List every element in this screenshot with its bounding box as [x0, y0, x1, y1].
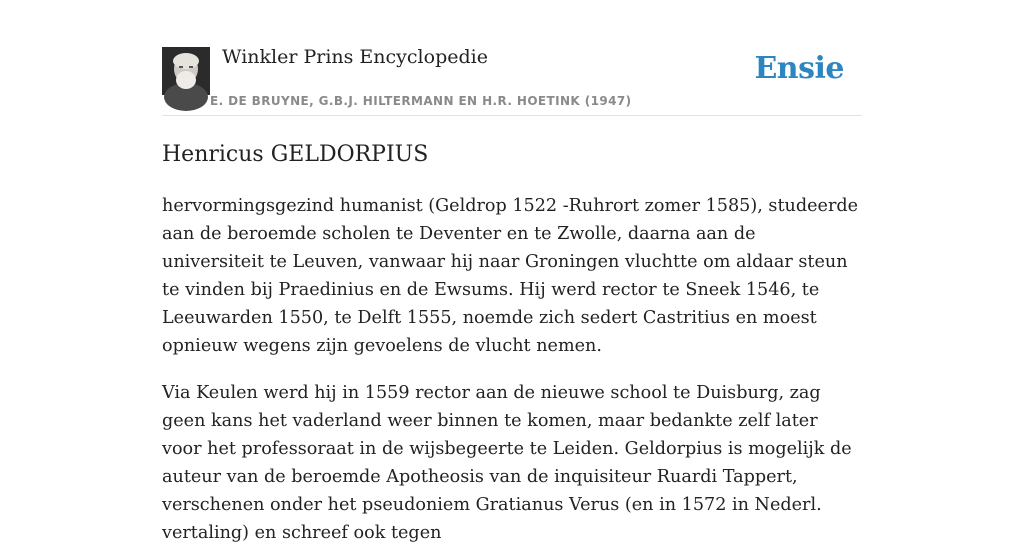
site-title[interactable]: Winkler Prins Encyclopedie: [222, 46, 488, 68]
article-title: Henricus GELDORPIUS: [162, 142, 429, 167]
article-paragraph-1: hervormingsgezind humanist (Geldrop 1522 -Ruhrort zomer 1585), studeerde aan de beroemde scholen te Deventer en te Zwolle, daarna aan de universiteit te Leuven, vanwaar hij naar Groningen vluchtte om aldaar steun te vinden bij Praedinius en de Ewsums. Hij werd rector te Sneek 1546, te Leeuwarden 1550, te Delft 1555, noemde zich sedert Castritius en moest opnieuw wegens zijn gevoelens de vlucht nemen.: [162, 196, 859, 356]
authors-line: E. DE BRUYNE, G.B.J. HILTERMANN EN H.R. HOETINK (1947): [210, 94, 632, 108]
ensie-logo[interactable]: Ensie: [754, 51, 844, 86]
article: [162, 140, 862, 547]
site-header: [162, 0, 862, 116]
portrait-icon: [162, 47, 210, 95]
article-paragraph-2: Via Keulen werd hij in 1559 rector aan de nieuwe school te Duisburg, zag geen kans het vaderland weer binnen te komen, maar bedankte zelf later voor het professoraat in de wijsbegeerte te Leiden. Geldorpius is mogelijk de auteur van de beroemde Apotheosis van de inquisiteur Ruardi Tappert, verschenen onder het pseudoniem Gratianus Verus (en in 1572 in Nederl. vertaling) en schreef ook tegen: [162, 383, 852, 543]
author-avatar: [162, 47, 210, 95]
